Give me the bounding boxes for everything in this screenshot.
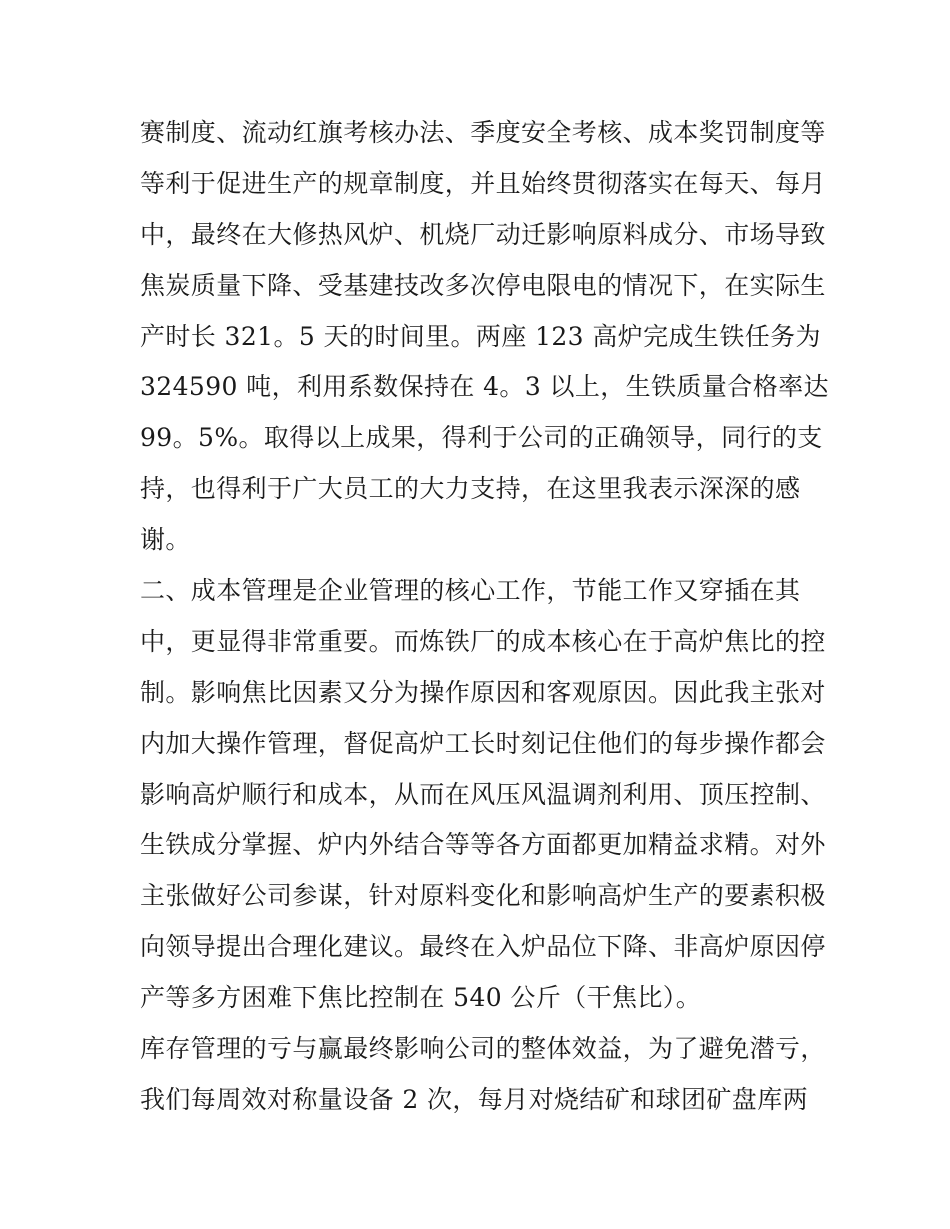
text-line: 生铁成分掌握、炉内外结合等等各方面都更加精益求精。对外: [140, 830, 826, 860]
text-line: 中，最终在大修热风炉、机烧厂动迁影响原料成分、市场导致: [140, 219, 826, 249]
text-line: 制。影响焦比因素又分为操作原因和客观原因。因此我主张对: [140, 677, 826, 707]
text-line: 赛制度、流动红旗考核办法、季度安全考核、成本奖罚制度等: [140, 118, 826, 147]
text-line: 产等多方困难下焦比控制在 540 公斤（干焦比）。: [140, 983, 702, 1013]
text-line: 主张做好公司参谋，针对原料变化和影响高炉生产的要素积极: [140, 881, 826, 911]
text-line: 产时长 321。5 天的时间里。两座 123 高炉完成生铁任务为: [140, 321, 821, 351]
text-line: 内加大操作管理，督促高炉工长时刻记住他们的每步操作都会: [140, 728, 826, 758]
text-line: 324590 吨，利用系数保持在 4。3 以上，生铁质量合格率达: [140, 372, 829, 402]
text-line: 我们每周效对称量设备 2 次，每月对烧结矿和球团矿盘库两: [140, 1084, 809, 1114]
text-line: 焦炭质量下降、受基建技改多次停电限电的情况下，在实际生: [140, 270, 826, 300]
text-line: 等利于促进生产的规章制度，并且始终贯彻落实在每天、每月: [140, 168, 826, 198]
text-line: 向领导提出合理化建议。最终在入炉品位下降、非高炉原因停: [140, 932, 826, 962]
text-line: 影响高炉顺行和成本，从而在风压风温调剂利用、顶压控制、: [140, 779, 826, 809]
body-text: [140, 108, 830, 1126]
section-heading-line: 二、成本管理是企业管理的核心工作，节能工作又穿插在其: [140, 576, 801, 606]
text-line: 99。5%。取得以上成果，得利于公司的正确领导，同行的支: [140, 423, 823, 453]
text-line: 谢。: [140, 525, 191, 555]
text-line: 库存管理的亏与赢最终影响公司的整体效益，为了避免潜亏，: [140, 1034, 826, 1064]
text-line: 中，更显得非常重要。而炼铁厂的成本核心在于高炉焦比的控: [140, 626, 826, 656]
text-line: 持，也得利于广大员工的大力支持，在这里我表示深深的感: [140, 474, 801, 504]
